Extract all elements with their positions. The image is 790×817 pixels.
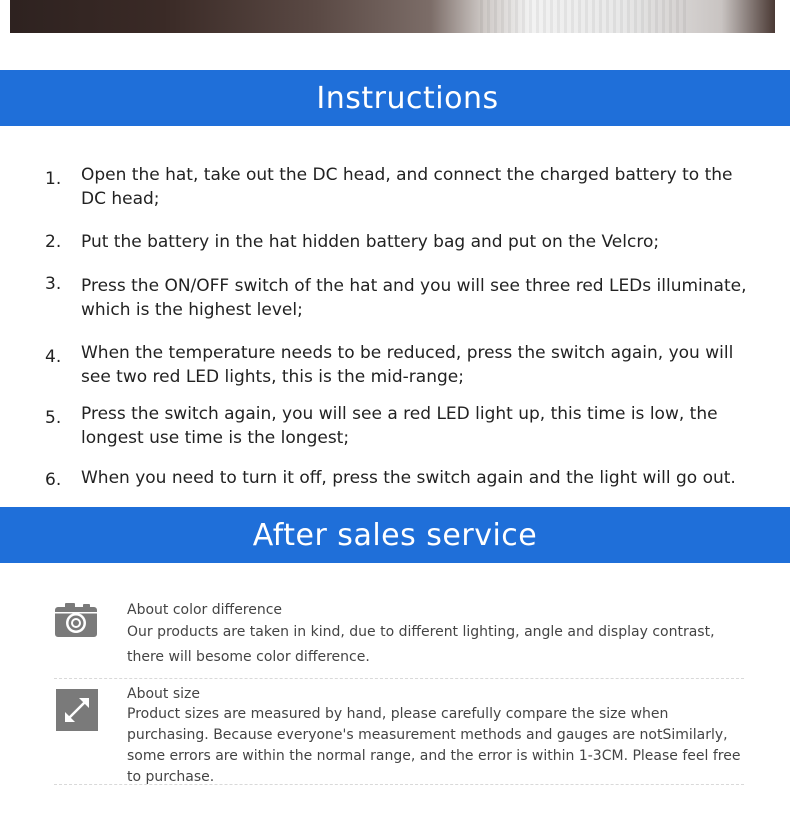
step-text: Press the switch again, you will see a red LED light up, this time is low, the longest use time is the longest; [81,404,718,448]
step-text: Put the battery in the hat hidden battery bag and put on the Velcro; [81,232,660,252]
step-number: 2. [45,232,62,252]
step-number: 1. [45,169,62,189]
step-text: Open the hat, take out the DC head, and connect the charged battery to the DC head; [81,165,733,209]
divider [54,678,744,679]
step-number: 3. [45,274,62,294]
service-title: About color difference [127,602,283,618]
camera-icon [54,602,98,642]
step-text: Press the ON/OFF switch of the hat and you will see three red LEDs illuminate, which is the highest level; [81,276,747,320]
divider [54,784,744,785]
after-sales-heading: After sales service [252,517,538,553]
step-number: 4. [45,347,62,367]
resize-arrow-icon [56,689,98,735]
service-body: Product sizes are measured by hand, please carefully compare the size when purchasing. Because everyone's measurement methods and gauges are notSimilarly, some errors are within the normal range, and the error is within 1-3CM. Please feel free to purchase. [127,706,741,785]
step-text: When the temperature needs to be reduced, press the switch again, you will see two red LED lights, this is the mid-range; [81,343,734,387]
service-body: Our products are taken in kind, due to different lighting, angle and display contrast, there will besome color difference. [127,624,715,665]
instructions-heading: Instructions [316,80,499,116]
hat-knit-texture [480,0,690,33]
step-text: When you need to turn it off, press the switch again and the light will go out. [81,468,736,488]
step-number: 5. [45,408,62,428]
after-sales-banner [0,507,790,563]
product-photo [10,0,775,33]
instructions-banner [0,70,790,126]
step-number: 6. [45,470,62,490]
service-title: About size [127,686,200,702]
